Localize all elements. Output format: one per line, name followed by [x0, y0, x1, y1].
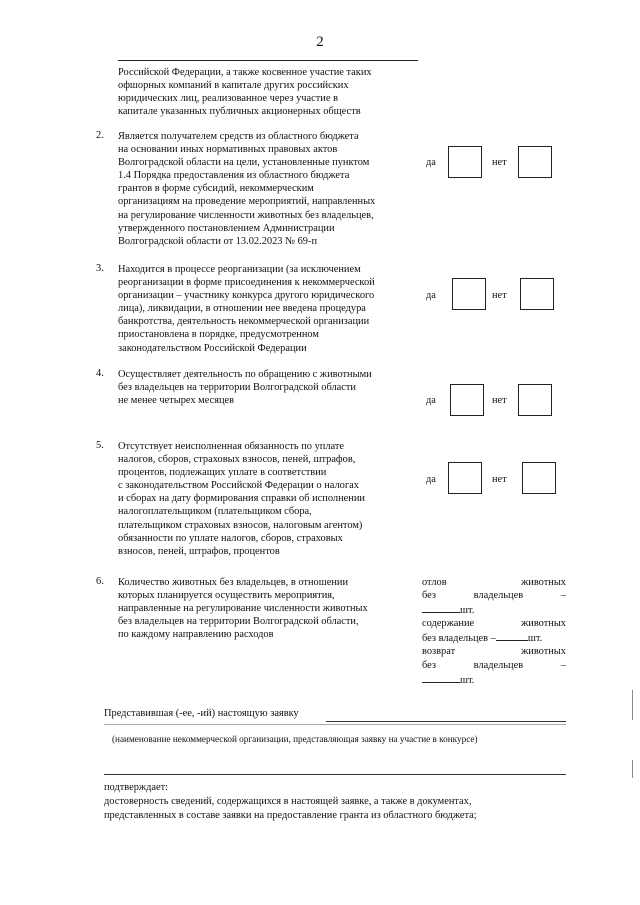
item-line: процентов, подлежащих уплате в соответствии	[118, 467, 327, 479]
item-line: организации – участнику конкурса другого юридического	[118, 290, 375, 302]
no-checkbox[interactable]	[522, 462, 556, 494]
item-line: приостановлена в порядке, предусмотренном	[118, 329, 319, 341]
count-line: отлов животных	[422, 577, 566, 588]
item-line: организациям на проведение мероприятий, направленных	[118, 196, 376, 208]
confirms-label: подтверждает:	[104, 782, 169, 793]
count-line: шт.	[422, 672, 566, 687]
item-line: с законодательством Российской Федерации о налогах	[118, 480, 359, 492]
item-line: Находится в процессе реорганизации (за исключением	[118, 264, 361, 275]
yes-checkbox[interactable]	[448, 462, 482, 494]
no-label: нет	[492, 395, 507, 406]
no-checkbox[interactable]	[518, 146, 552, 178]
item-text	[118, 576, 416, 641]
item-line: лица), ликвидации, в отношении нее введена процедура	[118, 303, 366, 315]
item-number: 3.	[96, 263, 104, 274]
organization-line	[104, 724, 566, 725]
presenter-label: Представившая (-ее, -ий) настоящую заявку	[104, 708, 299, 719]
header-rule	[118, 60, 418, 61]
item-line: 1.4 Порядка предоставления из областного бюджета	[118, 170, 350, 182]
item-number: 5.	[96, 440, 104, 451]
item-line: обязанности по уплате налогов, сборов, страховых	[118, 532, 343, 544]
return-count-field[interactable]	[422, 672, 460, 683]
yes-label: да	[426, 157, 436, 168]
item-line: и сборах на дату формирования справки об исполнении	[118, 493, 365, 505]
item-line: Волгоградской области от 13.02.2023 № 69-п	[118, 235, 318, 247]
item-line: Количество животных без владельцев, в отношении	[118, 577, 349, 588]
item-line: без владельцев на территории Волгоградской области	[118, 382, 356, 394]
item-line: грантов в форме субсидий, некоммерческим	[118, 183, 314, 195]
count-line: без владельцев –	[422, 590, 566, 602]
item-text	[118, 368, 416, 407]
intro-line: юридических лиц, реализованное через участие в	[118, 93, 338, 105]
intro-line: офшорных компаний в капитале других российских	[118, 80, 349, 92]
no-label: нет	[492, 157, 507, 168]
item-line: реорганизации в форме присоединения к некоммерческой	[118, 277, 375, 289]
no-label: нет	[492, 474, 507, 485]
presenter-line	[326, 721, 566, 722]
item-line: банкротства, деятельность некоммерческой организации	[118, 316, 370, 328]
item-line: Волгоградской области на цели, установленные пунктом	[118, 157, 370, 169]
item-line: взносов, пеней, штрафов, процентов	[118, 545, 280, 557]
item-line: без владельцев на территории Волгоградской области,	[118, 616, 359, 628]
scan-mark	[632, 760, 633, 778]
keeping-count-field[interactable]	[496, 630, 528, 641]
scan-mark	[632, 690, 633, 720]
confirm-line: достоверность сведений, содержащихся в настоящей заявке, а также в документах,	[104, 796, 472, 807]
yes-checkbox[interactable]	[452, 278, 486, 310]
count-line: содержание животных	[422, 618, 566, 630]
no-label: нет	[492, 290, 507, 301]
item-line: законодательством Российской Федерации	[118, 342, 307, 354]
item-line: Отсутствует неисполненная обязанность по уплате	[118, 441, 345, 452]
page-number: 2	[316, 34, 324, 50]
item-number: 6.	[96, 576, 104, 587]
yes-label: да	[426, 474, 436, 485]
item-line: направленные на регулирование численности животных	[118, 603, 368, 615]
item-line: налогоплательщиком (плательщиком сбора,	[118, 506, 312, 518]
count-line: без владельцев –	[422, 659, 566, 671]
yes-checkbox[interactable]	[448, 146, 482, 178]
item-line: налогов, сборов, страховых взносов, пеней, штрафов,	[118, 454, 356, 466]
item-line: плательщиком страховых взносов, налоговым агентом)	[118, 519, 363, 531]
item-line: по каждому направлению расходов	[118, 629, 274, 641]
item-number: 2.	[96, 130, 104, 141]
yes-checkbox[interactable]	[450, 384, 484, 416]
count-line: возврат животных	[422, 646, 566, 658]
intro-paragraph	[118, 66, 416, 118]
no-checkbox[interactable]	[520, 278, 554, 310]
item-line: не менее четырех месяцев	[118, 395, 235, 407]
count-line: без владельцев – шт.	[422, 630, 566, 645]
item-text	[118, 440, 416, 558]
confirm-line: представленных в составе заявки на предоставление гранта из областного бюджета;	[104, 810, 477, 821]
item6-counts	[422, 576, 566, 687]
no-checkbox[interactable]	[518, 384, 552, 416]
intro-line: капитале указанных публичных акционерных обществ	[118, 106, 361, 118]
count-line: шт.	[422, 602, 566, 617]
item-line: Является получателем средств из областного бюджета	[118, 131, 359, 142]
item-number: 4.	[96, 368, 104, 379]
intro-line: Российской Федерации, а также косвенное участие таких	[118, 67, 372, 78]
organization-name-line	[104, 774, 566, 775]
item-line: которых планируется осуществить мероприятия,	[118, 590, 335, 602]
item-text	[118, 130, 416, 248]
item-line: на основании иных нормативных правовых актов	[118, 144, 338, 156]
item-line: на регулирование численности животных без владельцев,	[118, 209, 374, 221]
yes-label: да	[426, 395, 436, 406]
item-line: утвержденного постановлением Администрации	[118, 222, 335, 234]
item-text	[118, 263, 416, 355]
item-line: Осуществляет деятельность по обращению с животными	[118, 369, 372, 380]
catch-count-field[interactable]	[422, 602, 460, 613]
organization-caption: (наименование некоммерческой организации, представляющая заявку на участие в конкурсе)	[112, 734, 478, 744]
yes-label: да	[426, 290, 436, 301]
